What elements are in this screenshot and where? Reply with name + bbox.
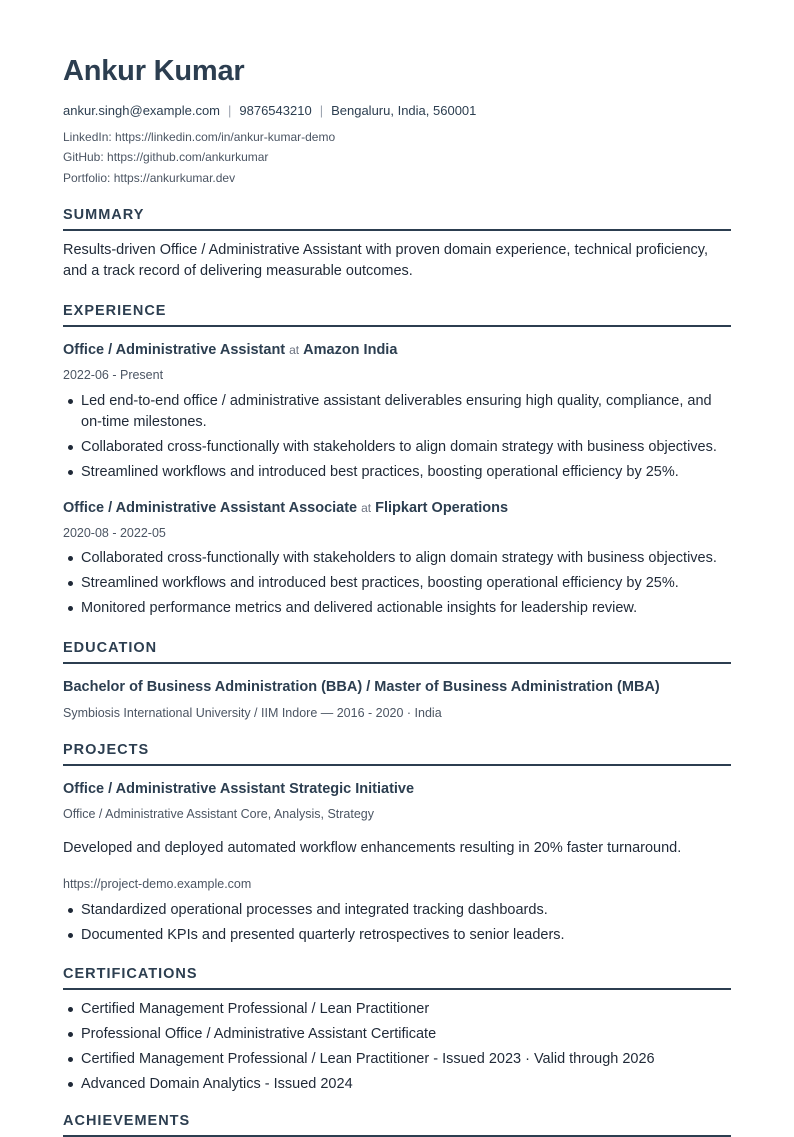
separator: | xyxy=(319,103,324,118)
candidate-name: Ankur Kumar xyxy=(63,55,245,87)
location: Bengaluru, India, 560001 xyxy=(331,103,477,118)
job-bullets-1 xyxy=(63,391,731,487)
list-item: Monitored performance metrics and delivered actionable insights for leadership review. xyxy=(63,598,731,619)
list-item: Certified Management Professional / Lean Practitioner - Issued 2023 · Valid through 2026 xyxy=(63,1049,731,1070)
list-item: Professional Office / Administrative Assistant Certificate xyxy=(63,1024,731,1045)
projects-heading: PROJECTS xyxy=(63,742,731,766)
linkedin-link[interactable]: LinkedIn: https://linkedin.com/in/ankur-kumar-demo xyxy=(63,130,336,144)
list-item: Advanced Domain Analytics - Issued 2024 xyxy=(63,1074,731,1095)
education-degree: Bachelor of Business Administration (BBA) / Master of Business Administration (MBA) xyxy=(63,679,660,695)
job-at: at xyxy=(361,501,372,515)
certifications-list xyxy=(63,999,731,1099)
list-item: Streamlined workflows and introduced best practices, boosting operational efficiency by 25%. xyxy=(63,462,731,483)
education-details: Symbiosis International University / IIM Indore — 2016 - 2020 · India xyxy=(63,706,442,720)
github-link[interactable]: GitHub: https://github.com/ankurkumar xyxy=(63,150,269,164)
list-item: Documented KPIs and presented quarterly retrospectives to senior leaders. xyxy=(63,925,731,946)
job-title-1 xyxy=(63,342,397,358)
job-bullets-2 xyxy=(63,548,731,623)
separator: | xyxy=(228,103,232,118)
list-item: Standardized operational processes and integrated tracking dashboards. xyxy=(63,900,731,921)
list-item: Certified Management Professional / Lean Practitioner xyxy=(63,999,731,1020)
summary-heading: SUMMARY xyxy=(63,207,731,231)
summary-text: Results-driven Office / Administrative Assistant with proven domain experience, technical proficiency, and a track record of delivering measurable outcomes. xyxy=(63,242,709,279)
experience-heading: EXPERIENCE xyxy=(63,303,731,327)
job-company: Amazon India xyxy=(303,342,398,358)
project-link[interactable]: https://project-demo.example.com xyxy=(63,877,252,891)
project-description: Developed and deployed automated workflow enhancements resulting in 20% faster turnaround. xyxy=(63,840,682,856)
certifications-heading: CERTIFICATIONS xyxy=(63,966,731,990)
job-role: Office / Administrative Assistant xyxy=(63,342,286,358)
portfolio-link[interactable]: Portfolio: https://ankurkumar.dev xyxy=(63,171,236,185)
job-title-2 xyxy=(63,500,508,516)
project-tech: Office / Administrative Assistant Core, Analysis, Strategy xyxy=(63,807,375,821)
list-item: Streamlined workflows and introduced best practices, boosting operational efficiency by 25%. xyxy=(63,573,731,594)
list-item: Led end-to-end office / administrative assistant deliverables ensuring high quality, compliance, and on-time milestones. xyxy=(63,391,731,433)
job-at: at xyxy=(289,343,300,357)
job-role: Office / Administrative Assistant Associate xyxy=(63,500,358,516)
phone-number: 9876543210 xyxy=(239,103,312,118)
list-item: Collaborated cross-functionally with stakeholders to align domain strategy with business objectives. xyxy=(63,437,731,458)
job-company: Flipkart Operations xyxy=(375,500,509,516)
list-item: Collaborated cross-functionally with stakeholders to align domain strategy with business objectives. xyxy=(63,548,731,569)
email-link[interactable]: ankur.singh@example.com xyxy=(63,103,220,118)
achievements-heading: ACHIEVEMENTS xyxy=(63,1113,731,1137)
education-heading: EDUCATION xyxy=(63,640,731,664)
job-dates-1: 2022-06 - Present xyxy=(63,368,164,382)
contact-row xyxy=(63,103,476,118)
job-dates-2: 2020-08 - 2022-05 xyxy=(63,526,166,540)
project-name: Office / Administrative Assistant Strategic Initiative xyxy=(63,781,415,797)
project-bullets xyxy=(63,900,731,950)
